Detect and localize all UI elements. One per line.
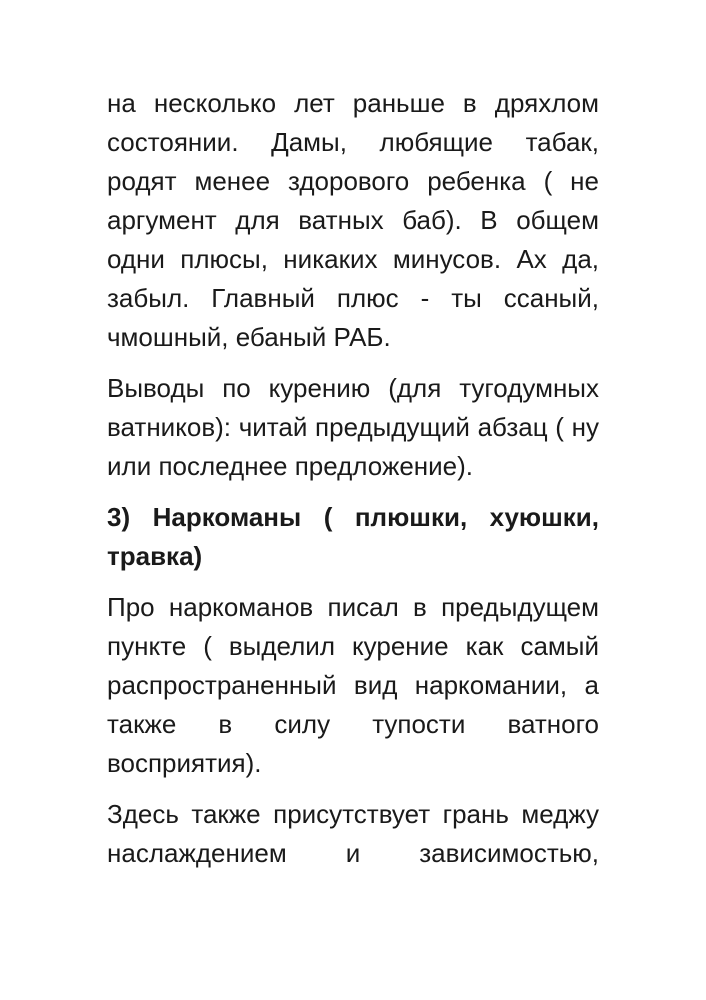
document-page bbox=[107, 84, 599, 885]
paragraph-smoking-consequences: на несколько лет раньше в дряхлом состоянии. Дамы, любящие табак, родят менее здорового ребенка ( не аргумент для ватных баб). В общем одни плюсы, никаких минусов. Ах да, забыл. Главный плюс - ты ссаный, чмошный, ебаный РАБ. bbox=[107, 88, 599, 352]
paragraph-pleasure-dependence: Здесь также присутствует грань меджу наслаждением и зависимостью, bbox=[107, 799, 599, 868]
section-heading-drug-addicts: 3) Наркоманы ( плюшки, хуюшки, травка) bbox=[107, 502, 599, 571]
paragraph-smoking-conclusion: Выводы по курению (для тугодумных ватников): читай предыдущий абзац ( ну или последнее предложение). bbox=[107, 373, 599, 481]
paragraph-drug-addicts-intro: Про наркоманов писал в предыдущем пункте ( выделил курение как самый распространенный вид наркомании, а также в силу тупости ватного восприятия). bbox=[107, 592, 599, 778]
